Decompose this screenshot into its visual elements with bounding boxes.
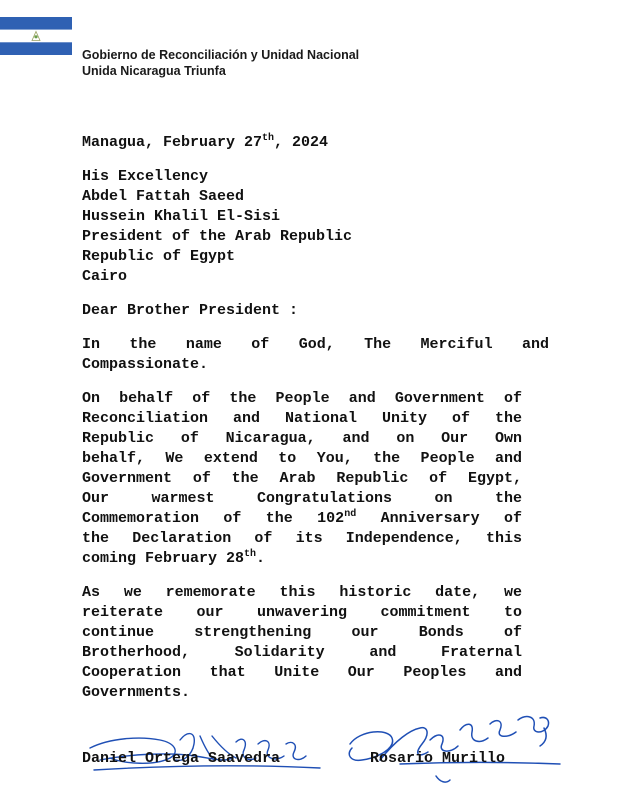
paragraph-line: continue strengthening our Bonds of bbox=[82, 624, 522, 641]
paragraph-line: coming February 28th. bbox=[82, 549, 266, 567]
paragraph-line: Governments. bbox=[82, 684, 191, 701]
paragraph-line: Brotherhood, Solidarity and Fraternal bbox=[82, 644, 522, 661]
paragraph-invocation bbox=[82, 335, 549, 375]
paragraph-line: Reconciliation and National Unity of the bbox=[82, 410, 522, 427]
signatory-right-name: Rosario Murillo bbox=[370, 750, 506, 767]
signature-block bbox=[0, 700, 630, 790]
paragraph-commitment bbox=[82, 583, 522, 703]
recipient-address bbox=[82, 167, 352, 287]
handwritten-signatures bbox=[0, 700, 630, 790]
paragraph-line: As we rememorate this historic date, we bbox=[82, 584, 522, 601]
paragraph-congratulations bbox=[82, 389, 522, 569]
address-line: Republic of Egypt bbox=[82, 248, 236, 265]
address-line: Abdel Fattah Saeed bbox=[82, 188, 245, 205]
paragraph-line: behalf, We extend to You, the People and bbox=[82, 450, 522, 467]
paragraph-line: In the name of God, The Merciful and bbox=[82, 336, 549, 353]
address-line: Cairo bbox=[82, 268, 128, 285]
government-slogan: Unida Nicaragua Triunfa bbox=[82, 64, 226, 78]
paragraph-line: On behalf of the People and Government of bbox=[82, 390, 522, 407]
government-header bbox=[82, 47, 359, 79]
paragraph-line: Cooperation that Unite Our Peoples and bbox=[82, 664, 522, 681]
address-line: Hussein Khalil El-Sisi bbox=[82, 208, 281, 225]
paragraph-line: Compassionate. bbox=[82, 356, 209, 373]
paragraph-line: Our warmest Congratulations on the bbox=[82, 490, 522, 507]
paragraph-line: Commemoration of the 102nd Anniversary of bbox=[82, 509, 522, 527]
salutation: Dear Brother President : bbox=[82, 302, 299, 319]
paragraph-line: the Declaration of its Independence, this bbox=[82, 530, 522, 547]
signatory-left-name: Daniel Ortega Saavedra bbox=[82, 750, 281, 767]
paragraph-line: reiterate our unwavering commitment to bbox=[82, 604, 522, 621]
paragraph-line: Government of the Arab Republic of Egypt, bbox=[82, 470, 522, 487]
letter-date: Managua, February 27th, 2024 bbox=[82, 133, 329, 151]
address-line: His Excellency bbox=[82, 168, 209, 185]
paragraph-line: Republic of Nicaragua, and on Our Own bbox=[82, 430, 522, 447]
address-line: President of the Arab Republic bbox=[82, 228, 353, 245]
nicaragua-flag-icon bbox=[0, 17, 72, 55]
government-name: Gobierno de Reconciliación y Unidad Nacional bbox=[82, 48, 360, 62]
